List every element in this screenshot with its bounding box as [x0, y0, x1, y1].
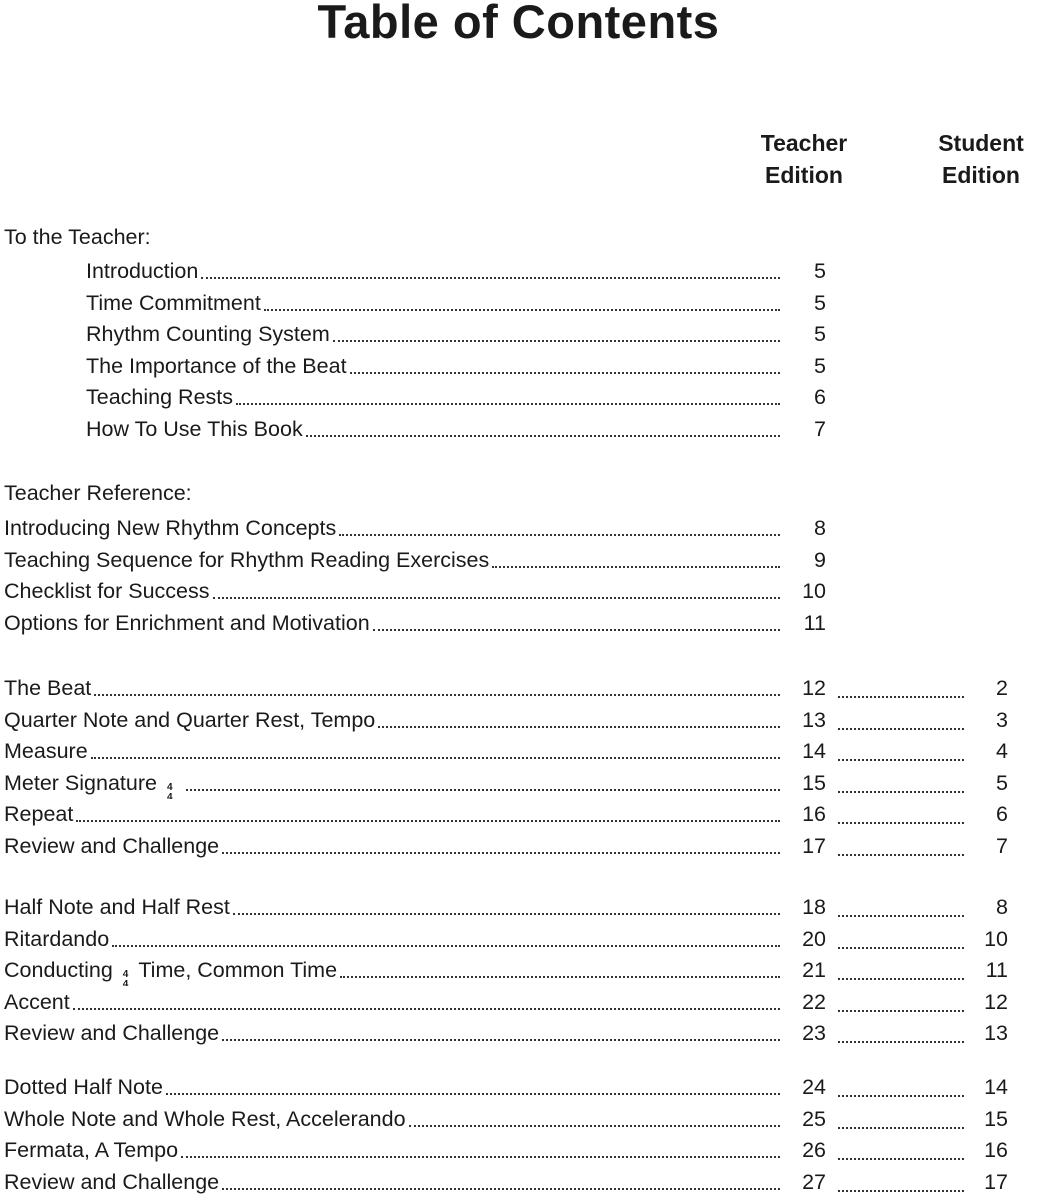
- dot-leader: [112, 944, 780, 947]
- toc-entry-label-area: [4, 986, 780, 1018]
- toc-entry[interactable]: [0, 672, 1037, 704]
- section-heading-teacher-reference: Teacher Reference:: [4, 481, 192, 505]
- toc-entry-label: Review and Challenge: [4, 1169, 220, 1194]
- teacher-header-line1: Teacher: [760, 130, 848, 156]
- toc-entry-label: Checklist for Success: [4, 579, 210, 604]
- toc-entry[interactable]: [0, 830, 1037, 862]
- dot-leader: [264, 308, 780, 311]
- meter-bottom: 4: [166, 791, 173, 799]
- student-page-number: 5: [996, 770, 1008, 795]
- dot-leader: [233, 912, 780, 915]
- toc-entry-label: Teaching Rests: [86, 385, 233, 410]
- teacher-page-number: 5: [814, 290, 826, 315]
- toc-entry-label-area: [4, 830, 780, 862]
- toc-entry[interactable]: [0, 1071, 1037, 1103]
- student-page-number: 10: [984, 926, 1008, 951]
- student-header-line1: Student: [938, 130, 1024, 156]
- toc-entry-label: Repeat: [4, 802, 74, 827]
- student-page-number: 8: [996, 895, 1008, 919]
- page-title: Table of Contents: [317, 0, 720, 48]
- teacher-page-number: 20: [802, 926, 826, 951]
- dot-leader-student: [838, 854, 964, 856]
- student-page-number: 7: [996, 834, 1008, 858]
- toc-entry-label-area: [86, 381, 780, 413]
- toc-entry-label: Review and Challenge: [4, 1021, 220, 1046]
- toc-entry[interactable]: [0, 767, 1037, 799]
- toc-entry[interactable]: [0, 512, 1037, 544]
- dot-leader-student: [838, 978, 964, 980]
- student-page-number: 16: [984, 1138, 1008, 1163]
- teacher-page-number: 27: [802, 1169, 826, 1194]
- teacher-header-line2: Edition: [765, 162, 843, 188]
- toc-entry-label: Quarter Note and Quarter Rest, Tempo: [4, 707, 376, 732]
- toc-entry-label-area: [4, 1166, 780, 1198]
- toc-entry-label: Meter Signature: [4, 770, 157, 795]
- toc-entry[interactable]: [0, 704, 1037, 736]
- teacher-page-number: 14: [802, 739, 826, 764]
- toc-entry-label-area: [86, 350, 780, 382]
- toc-entry-label-area: [4, 672, 780, 704]
- dot-leader: [236, 402, 780, 405]
- student-edition-header: [925, 127, 1037, 191]
- dot-leader: [339, 533, 780, 536]
- teacher-page-number: 5: [814, 353, 826, 378]
- toc-entry-label: Conducting: [4, 958, 113, 983]
- student-page-number: 13: [984, 1021, 1008, 1046]
- dot-leader: [492, 565, 780, 568]
- toc-entry-label-area: [4, 735, 780, 767]
- toc-entry[interactable]: [0, 413, 1037, 445]
- teacher-page-number: 24: [802, 1075, 826, 1099]
- dot-leader-student: [838, 1095, 964, 1097]
- student-page-number: 3: [996, 707, 1008, 732]
- student-page-number: 2: [996, 676, 1008, 700]
- meter-top: 4: [166, 781, 173, 793]
- teacher-page-number: 23: [802, 1021, 826, 1046]
- toc-entry-label: Accent: [4, 989, 70, 1014]
- student-page-number: 14: [984, 1075, 1008, 1099]
- dot-leader: [350, 371, 780, 374]
- toc-entry[interactable]: [0, 544, 1037, 576]
- toc-entry-label: Dotted Half Note: [4, 1075, 163, 1099]
- meter-bottom: 4: [122, 979, 129, 987]
- toc-entry-label: The Importance of the Beat: [86, 353, 347, 378]
- teacher-page-number: 8: [814, 516, 826, 540]
- teacher-page-number: 15: [802, 770, 826, 795]
- teacher-page-number: 9: [814, 547, 826, 572]
- dot-leader-student: [838, 822, 964, 824]
- toc-entry[interactable]: [0, 923, 1037, 955]
- dot-leader-student: [838, 791, 964, 793]
- dot-leader: [222, 1187, 780, 1190]
- dot-leader-student: [838, 696, 964, 698]
- toc-entry-label-area: [4, 1071, 780, 1103]
- meter-signature-symbol: [167, 783, 173, 799]
- teacher-edition-header: [745, 127, 863, 191]
- dot-leader-student: [838, 1127, 964, 1129]
- toc-entry-label: Rhythm Counting System: [86, 322, 330, 347]
- toc-entry-label: Introducing New Rhythm Concepts: [4, 516, 337, 540]
- dot-leader: [222, 851, 780, 854]
- teacher-page-number: 13: [802, 707, 826, 732]
- toc-entry-label-area: [4, 512, 780, 544]
- toc-entry[interactable]: [0, 1103, 1037, 1135]
- toc-entry-label-area: [4, 1017, 780, 1049]
- dot-leader: [201, 276, 780, 279]
- toc-entry-label-area: [86, 287, 780, 319]
- dot-leader-student: [838, 1041, 964, 1043]
- toc-entry[interactable]: [0, 607, 1037, 639]
- toc-entry-label: Whole Note and Whole Rest, Accelerando: [4, 1106, 406, 1131]
- student-page-number: 15: [984, 1106, 1008, 1131]
- toc-entry-label-area: [4, 1134, 780, 1166]
- teacher-page-number: 17: [802, 834, 826, 858]
- dot-leader: [94, 693, 780, 696]
- toc-entry-label-area: [4, 891, 780, 923]
- dot-leader: [373, 628, 780, 631]
- toc-entry-label: Half Note and Half Rest: [4, 895, 230, 919]
- toc-entry-label-area: [4, 767, 780, 799]
- teacher-page-number: 7: [814, 417, 826, 441]
- teacher-page-number: 5: [814, 259, 826, 283]
- dot-leader-student: [838, 1190, 964, 1192]
- toc-entry[interactable]: [0, 798, 1037, 830]
- teacher-page-number: 16: [802, 802, 826, 827]
- toc-entry-label: Fermata, A Tempo: [4, 1138, 179, 1163]
- dot-leader: [213, 596, 780, 599]
- teacher-page-number: 6: [814, 385, 826, 410]
- teacher-page-number: 10: [802, 579, 826, 604]
- dot-leader-student: [838, 947, 964, 949]
- toc-entry-label: Measure: [4, 739, 88, 764]
- dot-leader: [340, 975, 780, 978]
- toc-entry-label-area: [4, 575, 780, 607]
- toc-entry-label: Ritardando: [4, 926, 110, 951]
- toc-entry-label: How To Use This Book: [86, 417, 303, 441]
- dot-leader: [91, 756, 780, 759]
- toc-entry[interactable]: [0, 381, 1037, 413]
- teacher-page-number: 21: [802, 958, 826, 983]
- toc-entry[interactable]: [0, 954, 1037, 986]
- toc-entry[interactable]: [0, 350, 1037, 382]
- dot-leader-student: [838, 1158, 964, 1160]
- toc-entry-label-area: [4, 923, 780, 955]
- toc-entry-label-suffix: Time, Common Time: [138, 958, 338, 983]
- toc-entry-label: Introduction: [86, 259, 199, 283]
- dot-leader: [333, 339, 780, 342]
- student-header-line2: Edition: [942, 162, 1020, 188]
- dot-leader-student: [838, 759, 964, 761]
- teacher-page-number: 5: [814, 322, 826, 347]
- dot-leader: [166, 1092, 780, 1095]
- teacher-page-number: 25: [802, 1106, 826, 1131]
- dot-leader: [76, 819, 780, 822]
- toc-entry-label-area: [4, 544, 780, 576]
- dot-leader: [181, 1155, 780, 1158]
- toc-entry-label: Options for Enrichment and Motivation: [4, 610, 370, 635]
- toc-entry[interactable]: [0, 1166, 1037, 1198]
- dot-leader-student: [838, 915, 964, 917]
- toc-entry[interactable]: [0, 1134, 1037, 1166]
- meter-signature-symbol: [123, 970, 129, 986]
- toc-entry[interactable]: [0, 735, 1037, 767]
- section-heading-to-the-teacher: To the Teacher:: [4, 225, 151, 249]
- toc-entry-label: Time Commitment: [86, 290, 261, 315]
- toc-entry-label-area: [4, 798, 780, 830]
- teacher-page-number: 18: [802, 895, 826, 919]
- toc-entry-label-area: [86, 413, 780, 445]
- teacher-page-number: 26: [802, 1138, 826, 1163]
- teacher-page-number: 12: [802, 676, 826, 700]
- toc-entry-label-area: [4, 1103, 780, 1135]
- toc-entry[interactable]: [0, 318, 1037, 350]
- toc-entry-label: Review and Challenge: [4, 834, 220, 858]
- toc-entry-label: The Beat: [4, 676, 92, 700]
- toc-entry[interactable]: [0, 986, 1037, 1018]
- student-page-number: 12: [984, 989, 1008, 1014]
- teacher-page-number: 22: [802, 989, 826, 1014]
- toc-entry[interactable]: [0, 575, 1037, 607]
- dot-leader: [306, 434, 780, 437]
- student-page-number: 4: [996, 739, 1008, 764]
- dot-leader-student: [838, 1010, 964, 1012]
- toc-entry-label-area: [86, 255, 780, 287]
- dot-leader: [409, 1124, 780, 1127]
- dot-leader: [222, 1038, 780, 1041]
- dot-leader-student: [838, 728, 964, 730]
- student-page-number: 11: [985, 958, 1008, 983]
- toc-entry-label: Teaching Sequence for Rhythm Reading Exercises: [4, 547, 490, 572]
- toc-entry-label-area: [4, 704, 780, 736]
- dot-leader: [378, 725, 780, 728]
- toc-entry-label-area: [4, 607, 780, 639]
- toc-entry[interactable]: [0, 255, 1037, 287]
- meter-top: 4: [122, 969, 129, 981]
- toc-entry[interactable]: [0, 891, 1037, 923]
- toc-entry[interactable]: [0, 287, 1037, 319]
- toc-entry-label-area: [4, 954, 780, 986]
- student-page-number: 17: [984, 1169, 1008, 1194]
- toc-entry-label-area: [86, 318, 780, 350]
- dot-leader: [73, 1007, 780, 1010]
- student-page-number: 6: [996, 802, 1008, 827]
- dot-leader: [186, 788, 780, 791]
- teacher-page-number: 11: [803, 610, 826, 635]
- toc-entry[interactable]: [0, 1017, 1037, 1049]
